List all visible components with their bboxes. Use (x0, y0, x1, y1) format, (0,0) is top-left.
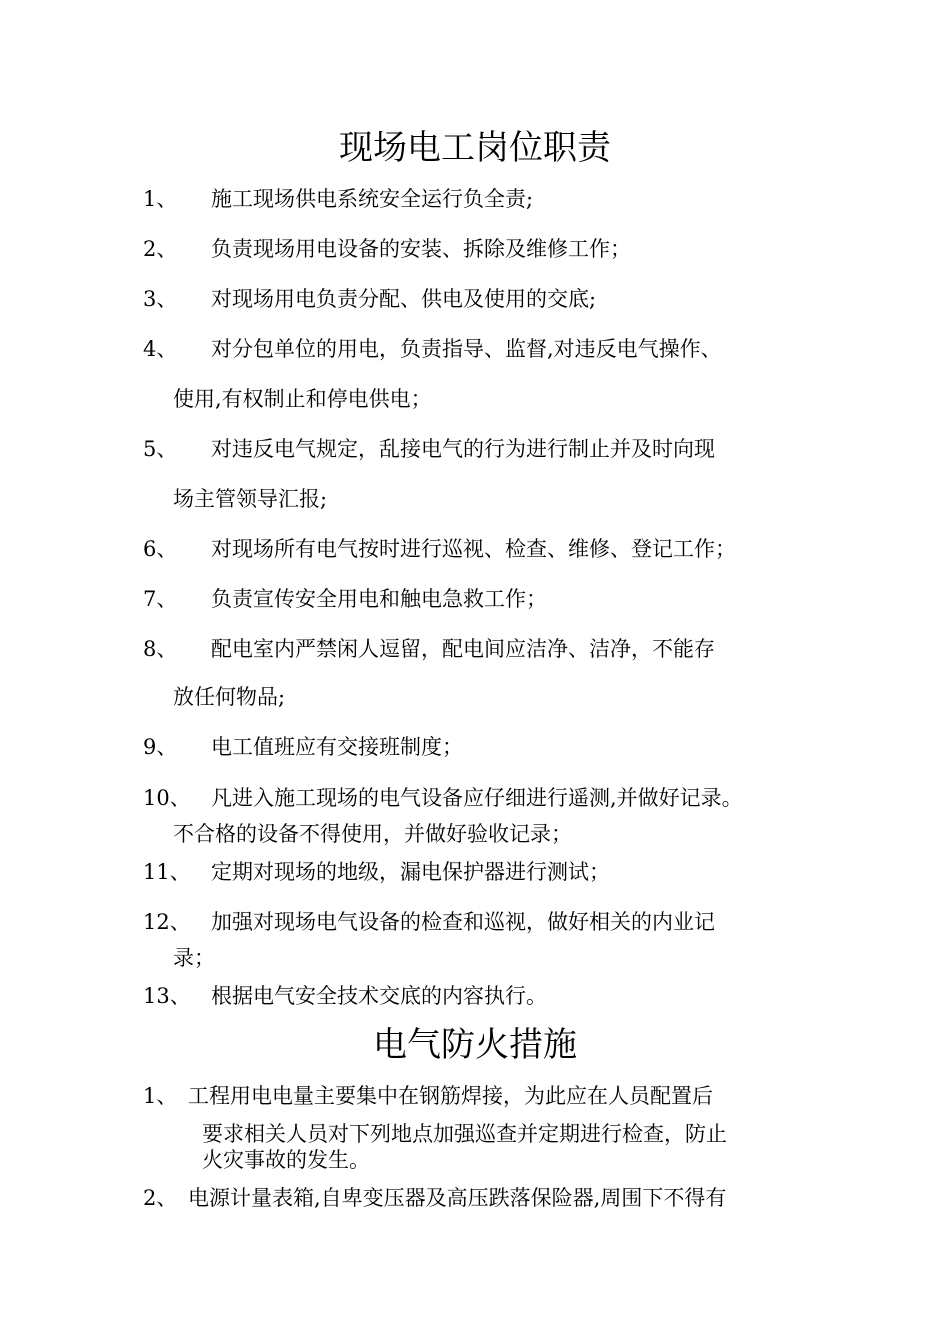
item-number: 13、 (143, 984, 191, 1008)
item-continuation: 要求相关人员对下列地点加强巡查并定期进行检查，防止 (202, 1122, 727, 1146)
item-continuation: 放任何物品; (173, 685, 286, 709)
list-item (143, 785, 743, 811)
list-item (143, 909, 715, 935)
item-number: 9、 (143, 735, 178, 759)
list-item (143, 734, 463, 760)
item-number: 7、 (143, 587, 178, 611)
item-number: 2、 (143, 237, 178, 261)
item-text: 电工值班应有交接班制度； (211, 735, 463, 759)
item-number: 3、 (143, 287, 178, 311)
list-item (143, 336, 722, 362)
item-text: 对违反电气规定，乱接电气的行为进行制止并及时向现 (211, 437, 715, 461)
list-item (143, 1083, 713, 1109)
item-number: 2、 (143, 1186, 178, 1210)
item-text: 配电室内严禁闲人逗留，配电间应洁净、洁净，不能存 (211, 637, 715, 661)
item-text: 对现场所有电气按时进行巡视、检查、维修、登记工作； (211, 537, 736, 561)
item-number: 4、 (143, 337, 178, 361)
item-text: 根据电气安全技术交底的内容执行。 (211, 984, 547, 1008)
item-number: 1、 (143, 187, 178, 211)
item-continuation: 场主管领导汇报; (173, 487, 328, 511)
item-number: 5、 (143, 437, 178, 461)
item-continuation: 不合格的设备不得使用，并做好验收记录； (173, 822, 572, 846)
item-text: 工程用电电量主要集中在钢筋焊接，为此应在人员配置后 (188, 1084, 713, 1108)
list-item (143, 436, 715, 462)
list-item (143, 1185, 726, 1211)
list-item (143, 286, 596, 312)
item-number: 1、 (143, 1084, 178, 1108)
list-item (143, 536, 736, 562)
list-item (143, 859, 610, 885)
list-item (143, 186, 533, 212)
list-item (143, 236, 631, 262)
item-continuation: 录； (173, 946, 215, 970)
item-text: 电源计量表箱,自卑变压器及高压跌落保险器,周围下不得有 (188, 1186, 727, 1210)
item-text: 负责现场用电设备的安装、拆除及维修工作； (211, 237, 631, 261)
item-text: 对现场用电负责分配、供电及使用的交底; (211, 287, 597, 311)
item-continuation: 火灾事故的发生。 (202, 1148, 370, 1172)
list-item (143, 636, 715, 662)
item-number: 6、 (143, 537, 178, 561)
section-title-fire-prevention: 电气防火措施 (373, 1025, 577, 1065)
item-text: 对分包单位的用电，负责指导、监督,对违反电气操作、 (211, 337, 722, 361)
list-item (143, 586, 547, 612)
item-text: 施工现场供电系统安全运行负全责; (211, 187, 534, 211)
item-text: 定期对现场的地级，漏电保护器进行测试； (211, 860, 610, 884)
item-text: 负责宣传安全用电和触电急救工作； (211, 587, 547, 611)
item-number: 11、 (143, 860, 191, 884)
list-item (143, 983, 547, 1009)
item-number: 10、 (143, 786, 191, 810)
item-continuation: 使用,有权制止和停电供电； (173, 387, 432, 411)
item-text: 加强对现场电气设备的检查和巡视，做好相关的内业记 (211, 910, 715, 934)
section-title-electrician-duties: 现场电工岗位职责 (339, 128, 611, 168)
item-text: 凡进入施工现场的电气设备应仔细进行遥测,并做好记录。 (211, 786, 743, 810)
item-number: 8、 (143, 637, 178, 661)
item-number: 12、 (143, 910, 191, 934)
